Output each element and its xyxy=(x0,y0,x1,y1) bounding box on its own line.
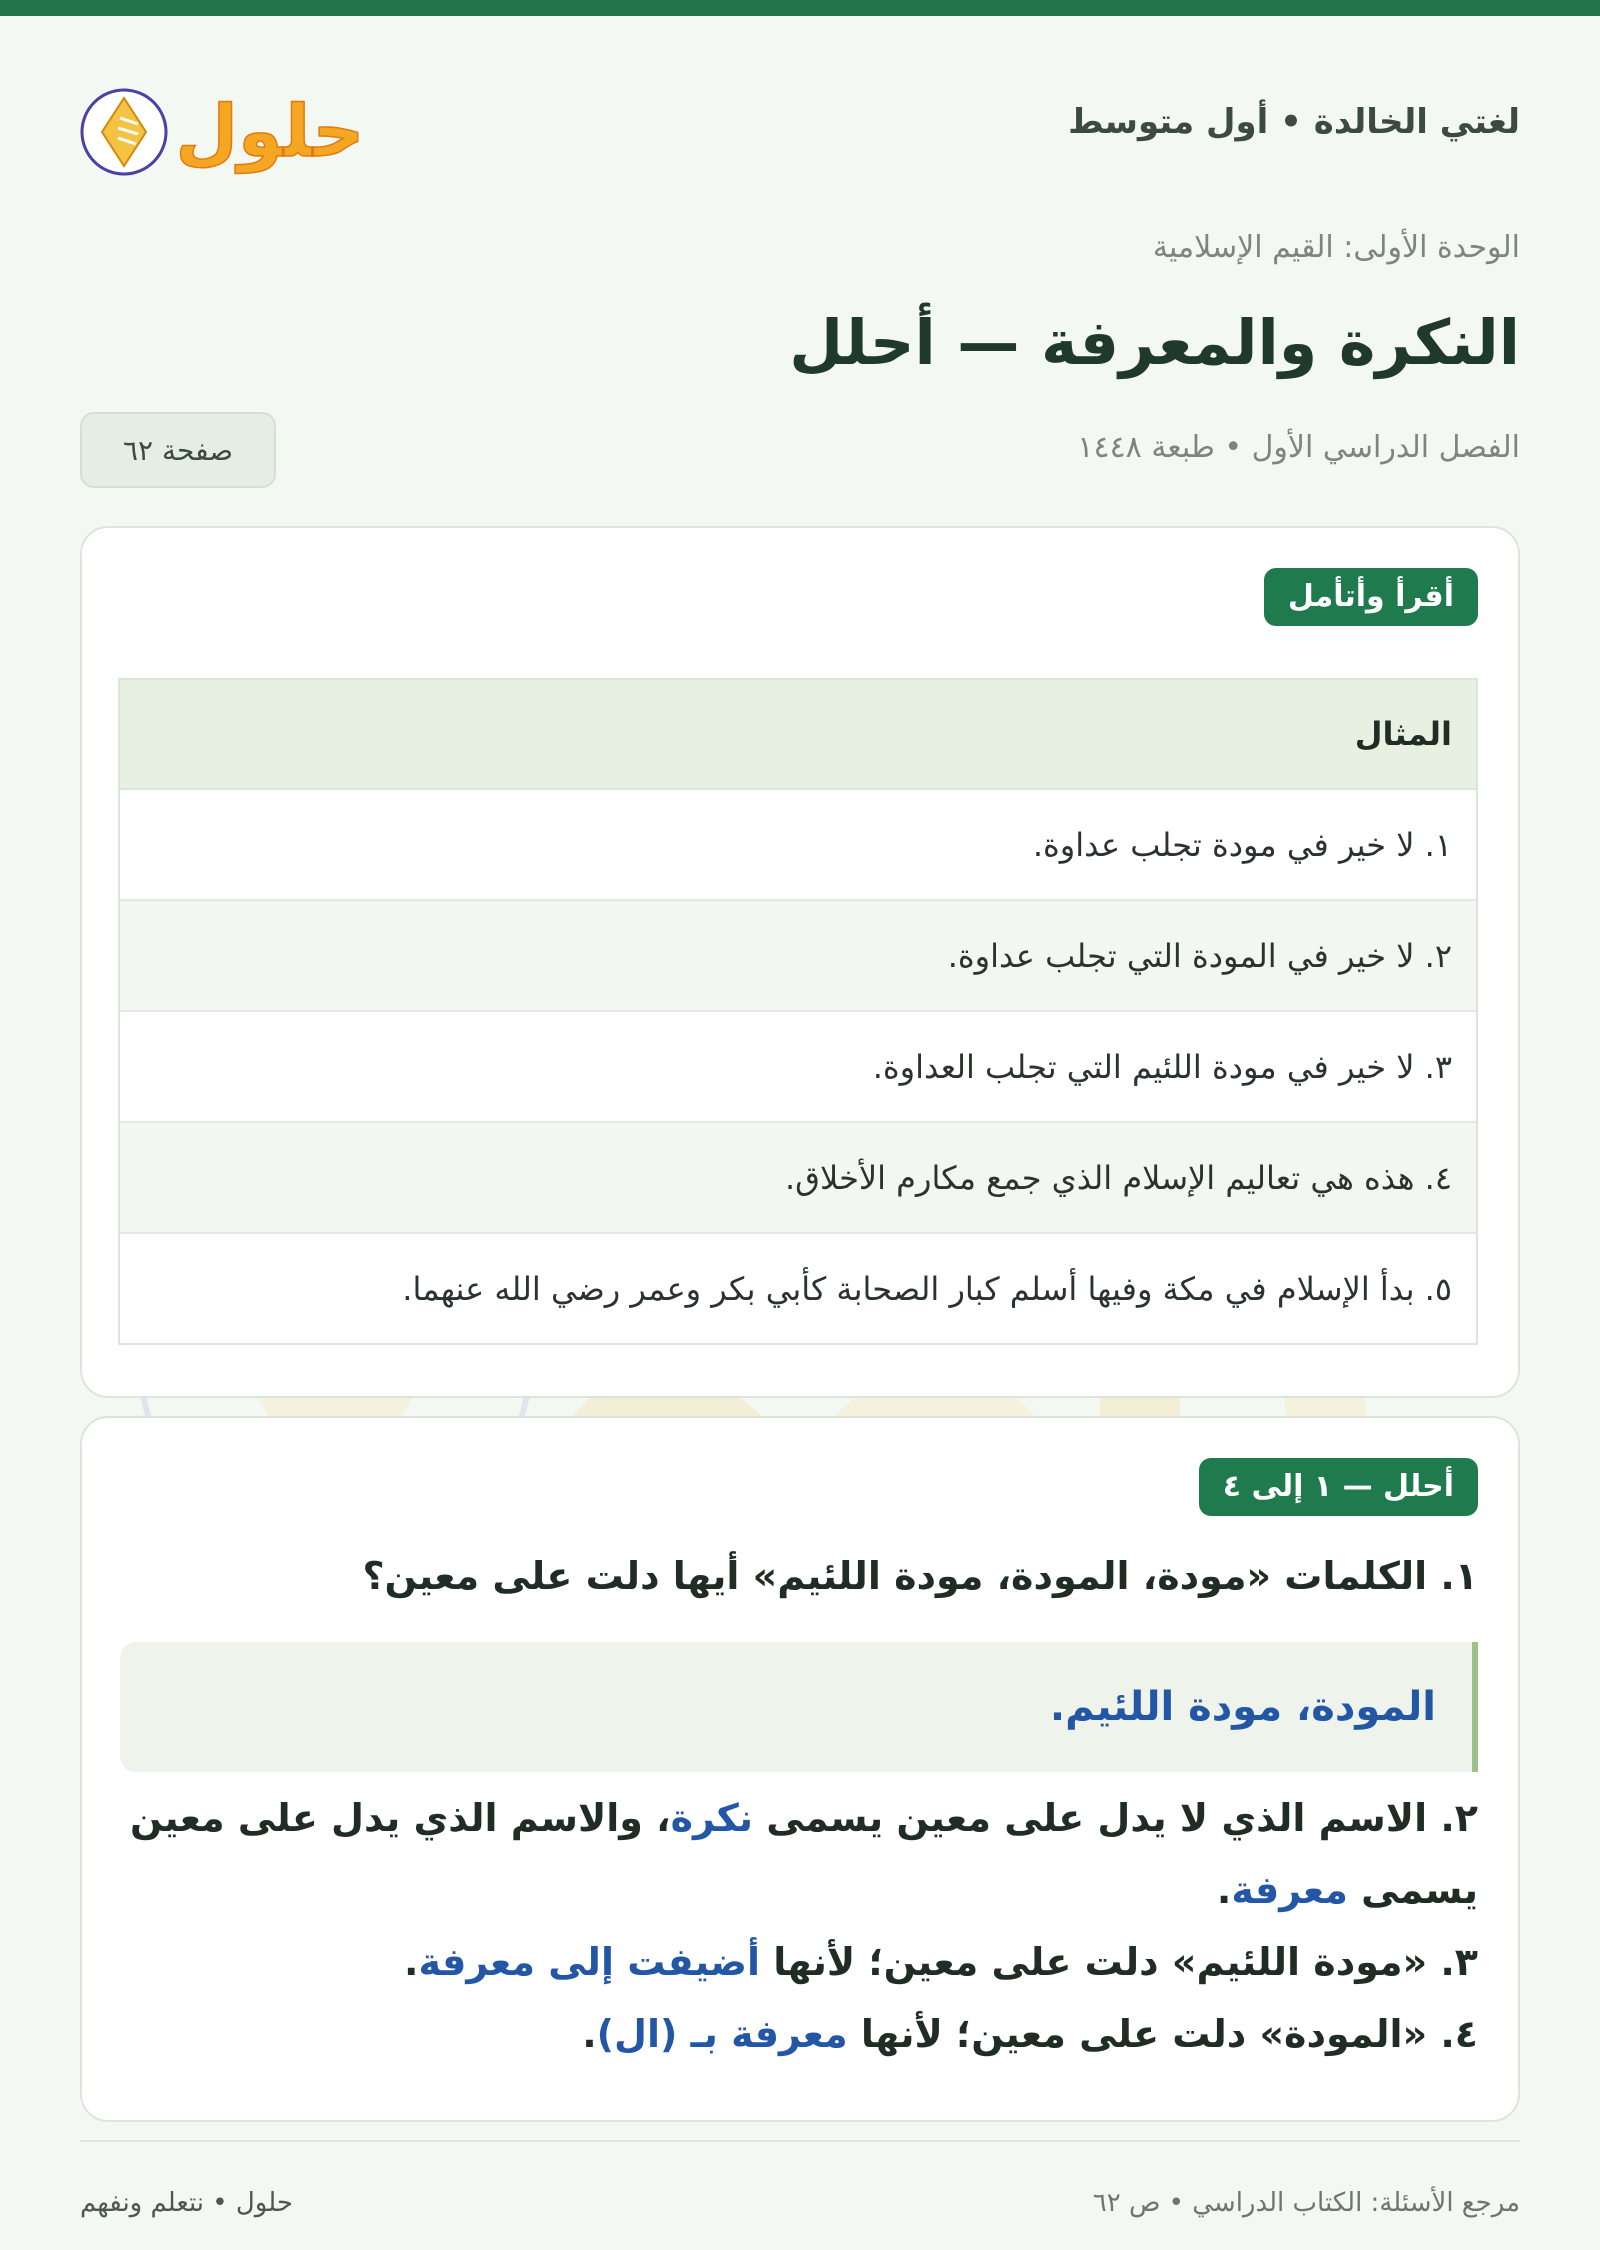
term-edition-line xyxy=(1077,430,1520,465)
footer-brand[interactable]: حلول • نتعلم ونفهم xyxy=(80,2188,293,2218)
page xyxy=(80,16,1520,2250)
subject-grade-line xyxy=(1068,102,1520,142)
analyze-card xyxy=(80,1416,1520,2122)
q2-answer-nakira: نكرة xyxy=(670,1796,754,1840)
page-header xyxy=(80,16,1520,216)
separator-dot: • xyxy=(1224,430,1243,465)
q3-text-2: . xyxy=(404,1940,419,1984)
q4-text-1: ٤. «المودة» دلت على معين؛ لأنها xyxy=(847,2012,1478,2056)
question-4 xyxy=(118,1998,1478,2070)
q2-answer-maarifa: معرفة xyxy=(1231,1868,1348,1912)
term-label: الفصل الدراسي الأول xyxy=(1251,430,1520,465)
separator-dot: • xyxy=(1280,102,1302,142)
question-1: ١. الكلمات «مودة، المودة، مودة اللئيم» أيها دلت على معين؟ xyxy=(362,1554,1478,1598)
subject-name: لغتي الخالدة xyxy=(1313,102,1520,142)
top-accent-bar xyxy=(0,0,1600,16)
read-reflect-card xyxy=(80,526,1520,1398)
page-number-badge: صفحة ٦٢ xyxy=(80,412,276,488)
q4-text-2: . xyxy=(582,2012,597,2056)
footer-reference: مرجع الأسئلة: الكتاب الدراسي • ص ٦٢ xyxy=(1092,2188,1520,2218)
table-header: المثال xyxy=(120,680,1476,790)
q4-answer: معرفة بـ (ال) xyxy=(596,2012,848,2056)
q2-text-3: . xyxy=(1216,1868,1232,1912)
q3-text-1: ٣. «مودة اللئيم» دلت على معين؛ لأنها xyxy=(760,1940,1478,1984)
question-3 xyxy=(118,1926,1478,1998)
table-row: ٣. لا خير في مودة اللئيم التي تجلب العداوة. xyxy=(120,1012,1476,1123)
table-row: ٤. هذه هي تعاليم الإسلام الذي جمع مكارم الأخلاق. xyxy=(120,1123,1476,1234)
q2-text-1: ٢. الاسم الذي لا يدل على معين يسمى xyxy=(753,1796,1478,1840)
page-title: النكرة والمعرفة — أحلل xyxy=(789,306,1520,379)
book-icon xyxy=(82,90,166,174)
answer-1: المودة، مودة اللئيم. xyxy=(1049,1684,1436,1730)
table-row: ١. لا خير في مودة تجلب عداوة. xyxy=(120,790,1476,901)
q3-answer: أضيفت إلى معرفة xyxy=(418,1940,761,1984)
footer-divider xyxy=(80,2140,1520,2142)
q2-text-2: ، والاسم الذي يدل على معين يسمى xyxy=(130,1796,1478,1912)
section-chip-analyze: أحلل — ١ إلى ٤ xyxy=(1199,1458,1478,1516)
section-chip-read: أقرأ وأتأمل xyxy=(1264,568,1478,626)
site-logo[interactable] xyxy=(80,68,380,188)
examples-table xyxy=(118,678,1478,1345)
question-2 xyxy=(118,1782,1478,1926)
answer-box-1 xyxy=(120,1642,1478,1772)
table-row: ٥. بدأ الإسلام في مكة وفيها أسلم كبار الصحابة كأبي بكر وعمر رضي الله عنهما. xyxy=(402,1269,1452,1308)
edition-label: طبعة ١٤٤٨ xyxy=(1077,430,1215,465)
logo-text: حلول xyxy=(175,89,365,173)
unit-label: الوحدة الأولى: القيم الإسلامية xyxy=(1152,230,1520,265)
table-row: ٢. لا خير في المودة التي تجلب عداوة. xyxy=(120,901,1476,1012)
grade-name: أول متوسط xyxy=(1068,102,1269,142)
